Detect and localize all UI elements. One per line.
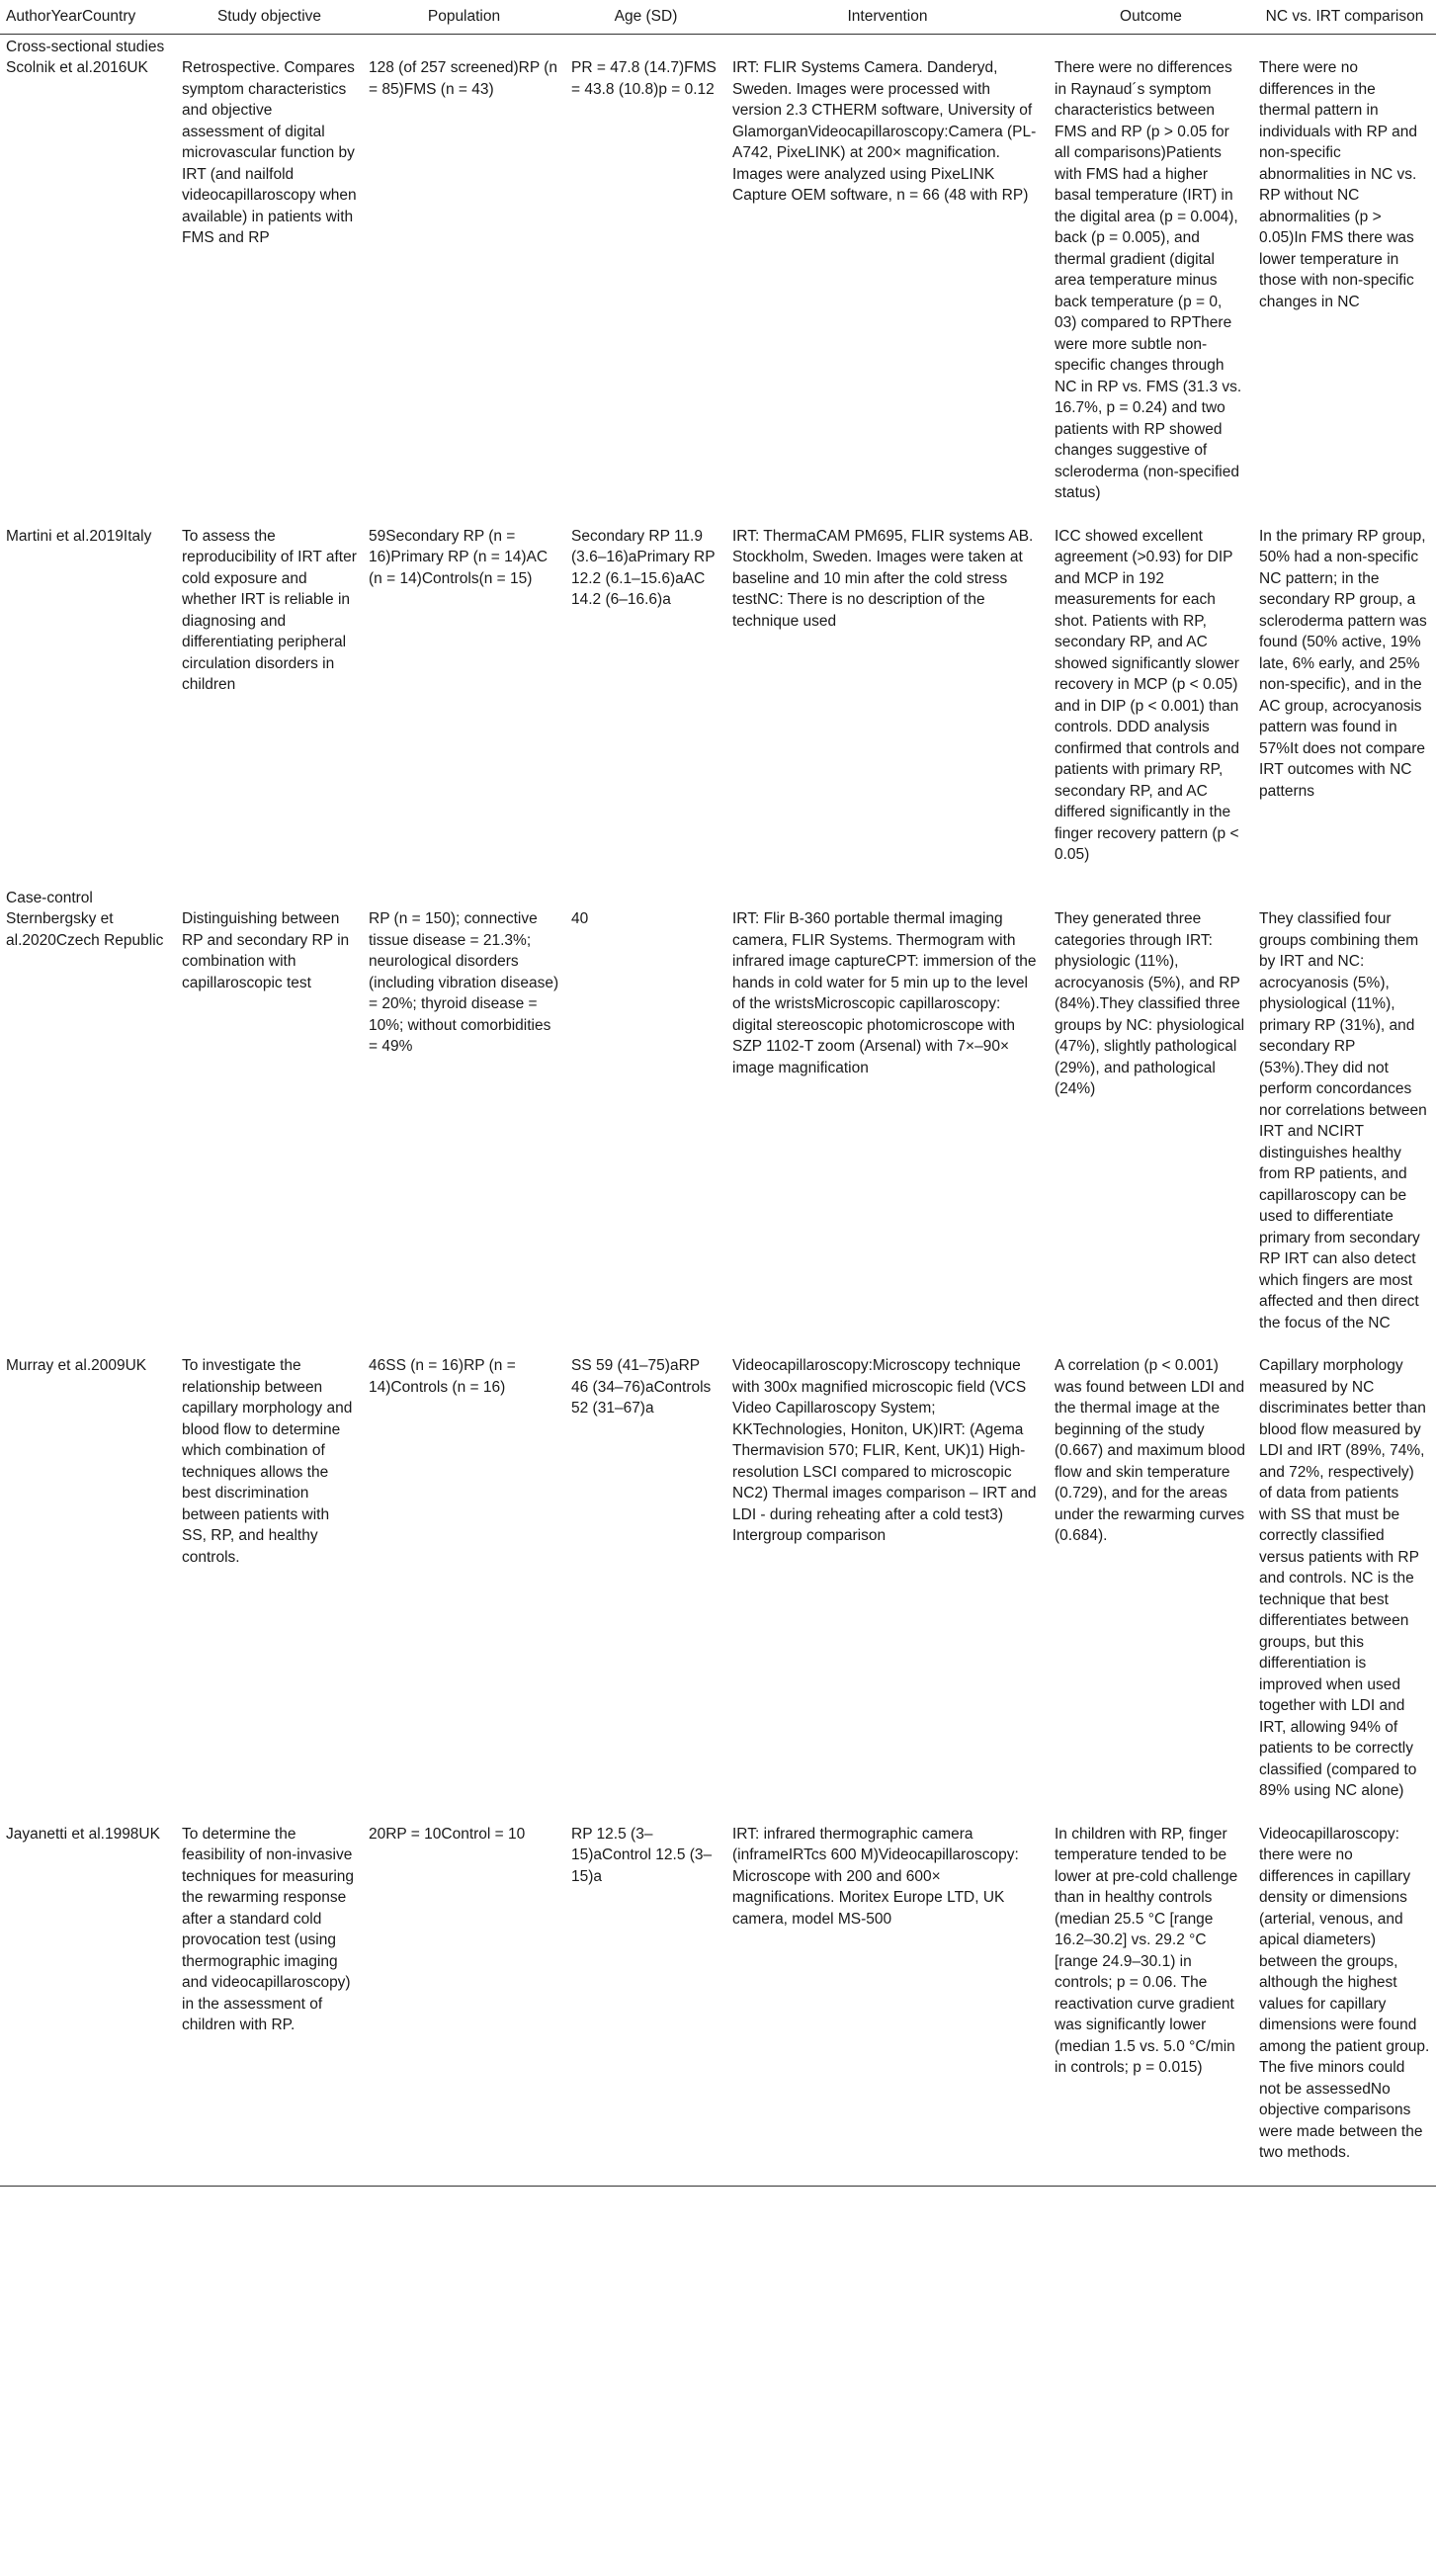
- cell-intervention: IRT: infrared thermographic camera (inframeIRTcs 600 M)Videocapillaroscopy: Microscope with 200 and 600× magnifications. Moritex Europe LTD, UK camera, model MS-500: [726, 1824, 1049, 2187]
- table-row: [0, 57, 1436, 526]
- cell-intervention: IRT: Flir B-360 portable thermal imaging camera, FLIR Systems. Thermogram with infrared image captureCPT: immersion of the hands in cold water for 5 min up to the level of the wristsMicroscopic capillaroscopy: digital stereoscopic photomicroscope with SZP 1102-T zoom (Arsenal) with 7×–90× image magnification: [732, 910, 1037, 1076]
- header-author: AuthorYearCountry: [0, 0, 176, 34]
- header-objective: Study objective: [176, 0, 363, 34]
- cell-comparison: They classified four groups combining them by IRT and NC: acrocyanosis (5%), physiological (11%), primary RP (31%), and secondary RP (53%).They did not perform concordances nor correlations between IRT and NCIRT distinguishes healthy from RP patients, and capillaroscopy can be used to differentiate primary from secondary RP IRT can also detect which fingers are most affected and then direct the focus of the NC: [1259, 910, 1427, 1331]
- cell-intervention: Videocapillaroscopy:Microscopy technique with 300x magnified microscopic field (VCS Video Capillaroscopy System; KKTechnologies, Honiton, UK)IRT: (Agema Thermavision 570; FLIR, Kent, UK)1) High-resolution LSCI compared to microscopic NC2) Thermal images comparison – IRT and LDI - during reheating after a cold test3) Intergroup comparison: [732, 1357, 1037, 1544]
- cell-age: RP 12.5 (3–15)aControl 12.5 (3–15)a: [565, 1824, 726, 2187]
- header-population: Population: [363, 0, 565, 34]
- cell-age: Secondary RP 11.9 (3.6–16)aPrimary RP 12.2 (6.1–15.6)aAC 14.2 (6–16.6)a: [571, 527, 716, 608]
- section-row: [0, 888, 1436, 909]
- cell-objective: Retrospective. Compares symptom characteristics and objective assessment of digital microvascular function by IRT (and nailfold videocapillaroscopy when available) in patients with FMS and RP: [182, 59, 357, 246]
- cell-outcome: ICC showed excellent agreement (>0.93) for DIP and MCP in 192 measurements for each shot. Patients with RP, secondary RP, and AC showed significantly slower recovery in MCP (p < 0.05) and in DIP (p < 0.001) than controls. DDD analysis confirmed that controls and patients with primary RP, secondary RP, and AC differed significantly in the finger recovery pattern (p < 0.05): [1055, 527, 1239, 863]
- table-row: [0, 526, 1436, 888]
- cell-outcome: A correlation (p < 0.001) was found between LDI and the thermal image at the beginning of the study (0.667) and maximum blood flow and skin temperature (0.729), and for the areas under the rewarming curves (0.684).: [1055, 1357, 1245, 1544]
- cell-population: RP (n = 150); connective tissue disease = 21.3%; neurological disorders (including vibration disease) = 20%; thyroid disease = 10%; without comorbidities = 49%: [369, 910, 559, 1055]
- cell-population: 46SS (n = 16)RP (n = 14)Controls (n = 16): [369, 1357, 516, 1396]
- cell-age: PR = 47.8 (14.7)FMS = 43.8 (10.8)p = 0.12: [571, 59, 717, 98]
- cell-objective: Distinguishing between RP and secondary RP in combination with capillaroscopic test: [182, 910, 350, 991]
- header-outcome: Outcome: [1049, 0, 1253, 34]
- header-intervention: Intervention: [726, 0, 1049, 34]
- table-row: [0, 1824, 1436, 2187]
- cell-comparison: There were no differences in the thermal pattern in individuals with RP and non-specific abnormalities in NC vs. RP without NC abnormalities (p > 0.05)In FMS there was lower temperature in those with non-specific changes in NC: [1259, 59, 1417, 310]
- cell-comparison: In the primary RP group, 50% had a non-specific NC pattern; in the secondary RP group, a scleroderma pattern was found (50% active, 19% late, 6% early, and 25% non-specific), and in the AC group, acrocyanosis pattern was found in 57%It does not compare IRT outcomes with NC patterns: [1259, 527, 1427, 800]
- cell-author: Sternbergsky et al.2020Czech Republic: [6, 910, 164, 949]
- cell-objective: To assess the reproducibility of IRT after cold exposure and whether IRT is reliable in diagnosing and differentiating peripheral circulation disorders in children: [182, 527, 357, 693]
- cell-outcome: They generated three categories through IRT: physiologic (11%), acrocyanosis (5%), and RP (84%).They classified three groups by NC: physiological (47%), slightly pathological (29%), and pathological (24%): [1055, 910, 1245, 1097]
- section-title-case: Case-control: [6, 889, 93, 906]
- table-row: [0, 908, 1436, 1355]
- cell-author: Jayanetti et al.1998UK: [0, 1824, 176, 2187]
- section-row: [0, 34, 1436, 57]
- cell-comparison: Capillary morphology measured by NC discriminates better than blood flow measured by LDI and IRT (89%, 74%, and 72%, respectively) of data from patients with SS that must be correctly classified versus patients with RP and controls. NC is the technique that best differentiates between groups, but this differentiation is improved when used together with LDI and IRT, allowing 94% of patients to be correctly classified (compared to 89% using NC alone): [1259, 1357, 1426, 1799]
- section-title-cross: Cross-sectional studies: [6, 38, 165, 55]
- header-comparison: NC vs. IRT comparison: [1253, 0, 1436, 34]
- cell-objective: To investigate the relationship between capillary morphology and blood flow to determine which combination of techniques allows the best discrimination between patients with SS, RP, and healthy controls.: [182, 1357, 353, 1566]
- cell-population: 128 (of 257 screened)RP (n = 85)FMS (n = 43): [369, 59, 557, 98]
- cell-comparison: Videocapillaroscopy: there were no differences in capillary density or dimensions (arterial, venous, and apical diameters) between the groups, although the highest values for capillary dimensions were found among the patient group. The five minors could not be assessedNo objective comparisons were made between the two methods.: [1253, 1824, 1436, 2187]
- header-age: Age (SD): [565, 0, 726, 34]
- cell-author: Scolnik et al.2016UK: [6, 59, 148, 76]
- cell-author: Martini et al.2019Italy: [6, 527, 152, 545]
- cell-outcome: In children with RP, finger temperature tended to be lower at pre-cold challenge than in healthy controls (median 25.5 °C [range 16.2–30.2] vs. 29.2 °C [range 24.9–30.1) in controls; p = 0.06. The reactivation curve gradient was significantly lower (median 1.5 vs. 5.0 °C/min in controls; p = 0.015): [1049, 1824, 1253, 2187]
- cell-outcome: There were no differences in Raynaud´s symptom characteristics between FMS and RP (p > 0.05 for all comparisons)Patients with FMS had a higher basal temperature (IRT) in the digital area (p = 0.004), back (p = 0.005), and thermal gradient (digital area temperature minus back temperature (p = 0, 03) compared to RPThere were more subtle non-specific changes through NC in RP vs. FMS (31.3 vs. 16.7%, p = 0.24) and two patients with RP showed changes suggestive of scleroderma (non-specified status): [1055, 59, 1242, 501]
- cell-intervention: IRT: FLIR Systems Camera. Danderyd, Sweden. Images were processed with version 2.3 CTHERM software, University of GlamorganVideocapillaroscopy:Camera (PL-A742, PixeLINK) at 200× magnification. Images were analyzed using PixeLINK Capture OEM software, n = 66 (48 with RP): [732, 59, 1037, 204]
- cell-objective: To determine the feasibility of non-invasive techniques for measuring the rewarming response after a standard cold provocation test (using thermographic imaging and videocapillaroscopy) in the assessment of children with RP.: [176, 1824, 363, 2187]
- cell-population: 59Secondary RP (n = 16)Primary RP (n = 14)AC (n = 14)Controls(n = 15): [369, 527, 549, 587]
- cell-intervention: IRT: ThermaCAM PM695, FLIR systems AB. Stockholm, Sweden. Images were taken at baseline and 10 min after the cold stress testNC: There is no description of the technique used: [732, 527, 1034, 630]
- table-header-row: [0, 0, 1436, 34]
- cell-population: 20RP = 10Control = 10: [363, 1824, 565, 2187]
- cell-author: Murray et al.2009UK: [6, 1357, 147, 1374]
- cell-age: SS 59 (41–75)aRP 46 (34–76)aControls 52 (31–67)a: [571, 1357, 712, 1417]
- table-row: [0, 1355, 1436, 1824]
- cell-age: 40: [571, 910, 589, 927]
